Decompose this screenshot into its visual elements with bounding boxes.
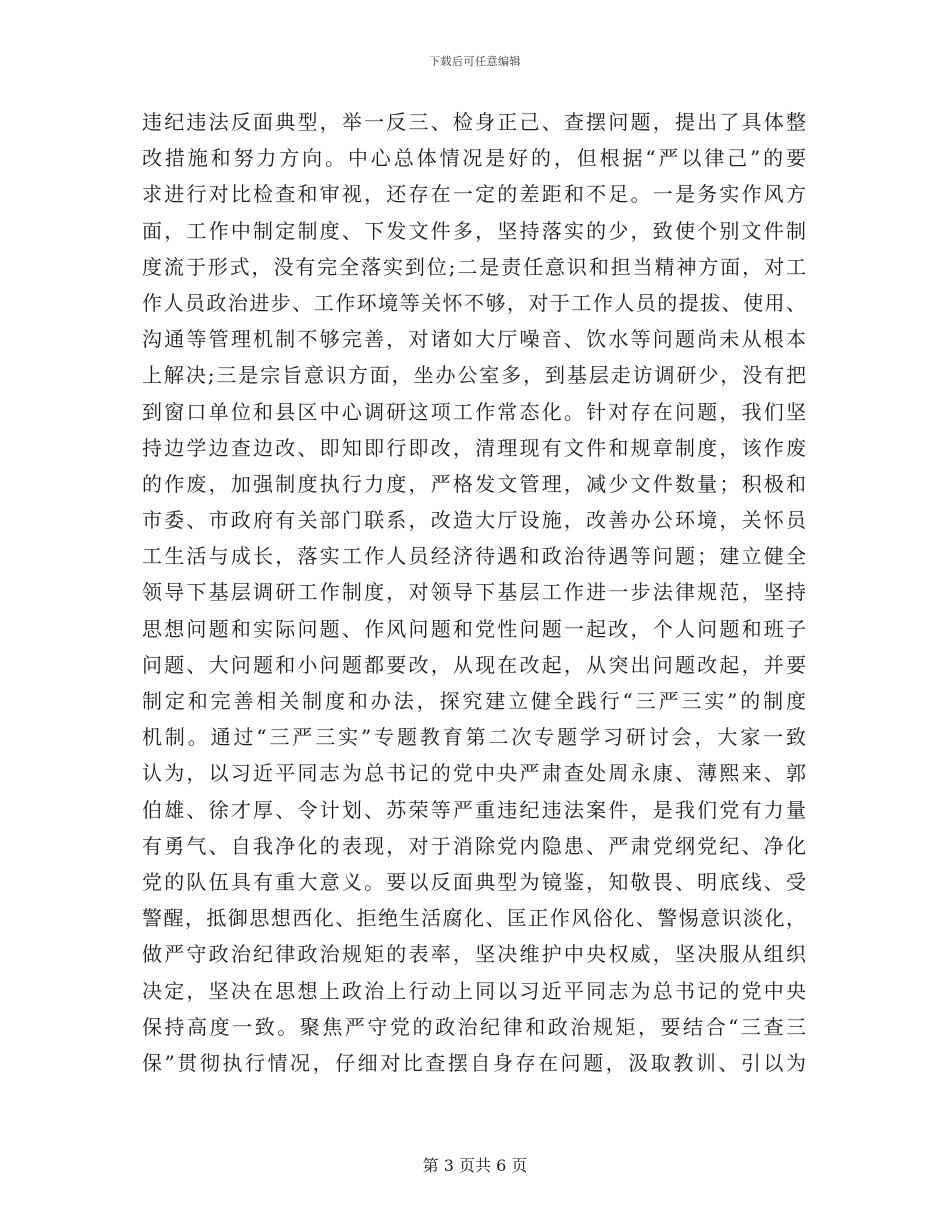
paragraph-line: 持边学边查边改、即知即行即改，清理现有文件和规章制度，该作废 [142, 435, 806, 460]
paragraph-line: 的作废，加强制度执行力度，严格发文管理，减少文件数量；积极和 [142, 471, 806, 496]
paragraph-line: 沟通等管理机制不够完善，对诸如大厅噪音、饮水等问题尚未从根本 [142, 327, 806, 352]
paragraph-line: 改措施和努力方向。中心总体情况是好的，但根据“严以律己”的要 [142, 146, 806, 171]
paragraph-line: 机制。通过“三严三实”专题教育第二次专题学习研讨会，大家一致 [142, 725, 806, 750]
paragraph-line: 思想问题和实际问题、作风问题和党性问题一起改，个人问题和班子 [142, 616, 806, 641]
paragraph-line: 有勇气、自我净化的表现，对于消除党内隐患、严肃党纲党纪、净化 [142, 833, 806, 858]
paragraph-line: 工生活与成长，落实工作人员经济待遇和政治待遇等问题；建立健全 [142, 544, 806, 569]
page-number: 第 3 页共 6 页 [422, 1156, 528, 1175]
paragraph-line: 伯雄、徐才厚、令计划、苏荣等严重违纪违法案件，是我们党有力量 [142, 797, 806, 822]
paragraph-line: 保持高度一致。聚焦严守党的政治纪律和政治规矩，要结合“三查三 [142, 1014, 806, 1039]
paragraph-line: 面，工作中制定制度、下发文件多，坚持落实的少，致使个别文件制 [142, 218, 806, 243]
paragraph-line: 市委、市政府有关部门联系，改造大厅设施，改善办公环境，关怀员 [142, 508, 806, 533]
page-header-note: 下载后可任意编辑 [429, 55, 521, 68]
paragraph-line: 认为，以习近平同志为总书记的党中央严肃查处周永康、薄熙来、郭 [142, 761, 806, 786]
paragraph-line: 警醒，抵御思想西化、拒绝生活腐化、匡正作风俗化、警惕意识淡化， [142, 906, 806, 931]
paragraph-line: 作人员政治进步、工作环境等关怀不够，对于工作人员的提拔、使用、 [142, 290, 806, 315]
paragraph-line: 决定，坚决在思想上政治上行动上同以习近平同志为总书记的党中央 [142, 978, 806, 1003]
paragraph-line: 度流于形式，没有完全落实到位;二是责任意识和担当精神方面，对工 [142, 254, 806, 279]
paragraph-line: 到窗口单位和县区中心调研这项工作常态化。针对存在问题，我们坚 [142, 399, 806, 424]
paragraph-line: 求进行对比检查和审视，还存在一定的差距和不足。一是务实作风方 [142, 182, 806, 207]
paragraph-line: 做严守政治纪律政治规矩的表率，坚决维护中央权威，坚决服从组织 [142, 942, 806, 967]
paragraph-line: 制定和完善相关制度和办法，探究建立健全践行“三严三实”的制度 [142, 689, 806, 713]
paragraph-line: 问题、大问题和小问题都要改，从现在改起，从突出问题改起，并要 [142, 652, 806, 677]
paragraph-line: 党的队伍具有重大意义。要以反面典型为镜鉴，知敬畏、明底线、受 [142, 869, 806, 894]
paragraph-line: 上解决;三是宗旨意识方面，坐办公室多，到基层走访调研少，没有把 [142, 363, 806, 388]
paragraph-line: 保”贯彻执行情况，仔细对比查摆自身存在问题，汲取教训、引以为 [142, 1050, 806, 1075]
paragraph-line: 违纪违法反面典型，举一反三、检身正己、查摆问题，提出了具体整 [142, 110, 806, 134]
paragraph-line: 领导下基层调研工作制度，对领导下基层工作进一步法律规范，坚持 [142, 580, 806, 605]
body-text [142, 104, 806, 1081]
